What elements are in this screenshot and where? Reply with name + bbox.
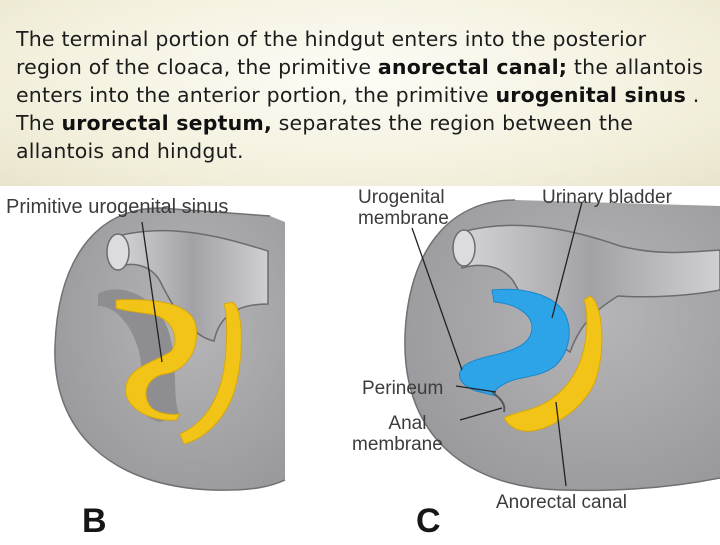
label-anal-membrane-line2: membrane (352, 434, 443, 455)
label-primitive-urogenital-sinus: Primitive urogenital sinus (6, 196, 229, 218)
label-urinary-bladder: Urinary bladder (542, 187, 672, 208)
embryo-figure (0, 186, 720, 540)
caption-text (16, 25, 716, 165)
term-urogenital-sinus: urogenital sinus (495, 83, 687, 107)
caption-segment: The terminal portion of the hindgut enters into the posterior region of the cloaca, the primitive (16, 27, 647, 79)
panel-label-b: B (82, 502, 107, 540)
figure-svg (0, 186, 720, 540)
term-urorectal-septum: urorectal septum, (61, 111, 272, 135)
label-anal-membrane-line1: Anal (388, 413, 427, 434)
caption-segment: . The (16, 83, 700, 135)
panel-c-drawing (405, 200, 720, 490)
panel-b-allantois-opening (107, 234, 129, 270)
label-anorectal-canal: Anorectal canal (496, 492, 627, 513)
panel-c-allantois-opening (453, 230, 475, 266)
panel-label-c: C (416, 502, 441, 540)
panel-b-drawing (55, 208, 285, 490)
label-urogenital-membrane-line2: membrane (358, 208, 449, 229)
label-perineum: Perineum (362, 378, 444, 399)
caption-segment: separates the region between the allantois and hindgut. (16, 111, 634, 163)
label-urogenital-membrane (358, 187, 449, 229)
label-anal-membrane (352, 413, 443, 455)
term-anorectal-canal: anorectal canal; (377, 55, 568, 79)
caption-segment: the allantois enters into the anterior portion, the primitive (16, 55, 704, 107)
label-urogenital-membrane-line1: Urogenital (358, 187, 445, 208)
